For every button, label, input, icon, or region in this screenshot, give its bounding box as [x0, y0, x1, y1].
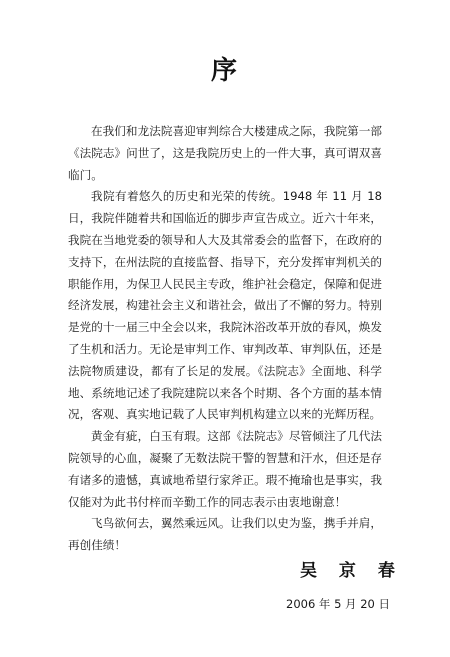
signing-date: 2006 年 5 月 20 日: [286, 597, 390, 611]
preface-body: [68, 121, 382, 557]
preface-paragraph-2: 我院有着悠久的历史和光荣的传统。1948 年 11 月 18 日，我院伴随着共和国临近的脚步声宣告成立。近六十年来，我院在当地党委的领导和人大及其常委会的监督下，在政府的支持下，在州法院的直接监督、指导下，充分发挥审判机关的职能作用，为保卫人民民主专政，维护社会稳定，保障和促进经济发展，构建社会主义和谐社会，做出了不懈的努力。特别是党的十一届三中全会以来，我院沐浴改革开放的春风，焕发了生机和活力。无论是审判工作、审判改革、审判队伍，还是法院物质建设，都有了长足的发展。《法院志》全面地、科学地、系统地记述了我院建院以来各个时期、各个方面的基本情况，客观、真实地记载了人民审判机构建立以来的光辉历程。: [68, 189, 382, 422]
preface-paragraph-4: 飞鸟欲何去，翼然乘远风。让我们以史为鉴，携手并肩，再创佳绩！: [68, 516, 382, 553]
page-title: 序: [210, 56, 239, 86]
preface-paragraph-3: 黄金有疵，白玉有瑕。这部《法院志》尽管倾注了几代法院领导的心血，凝聚了无数法院干警的智慧和汗水，但还是存有诸多的遗憾，真诚地希望行家斧正。瑕不掩瑜也是事实，我仅能对为此书付梓而辛勤工作的同志表示由衷地谢意！: [68, 429, 382, 509]
preface-paragraph-1: 在我们和龙法院喜迎审判综合大楼建成之际，我院第一部《法院志》问世了，这是我院历史上的一件大事，真可谓双喜临门。: [68, 124, 382, 182]
author-signature: 吴 京 春: [300, 561, 403, 581]
